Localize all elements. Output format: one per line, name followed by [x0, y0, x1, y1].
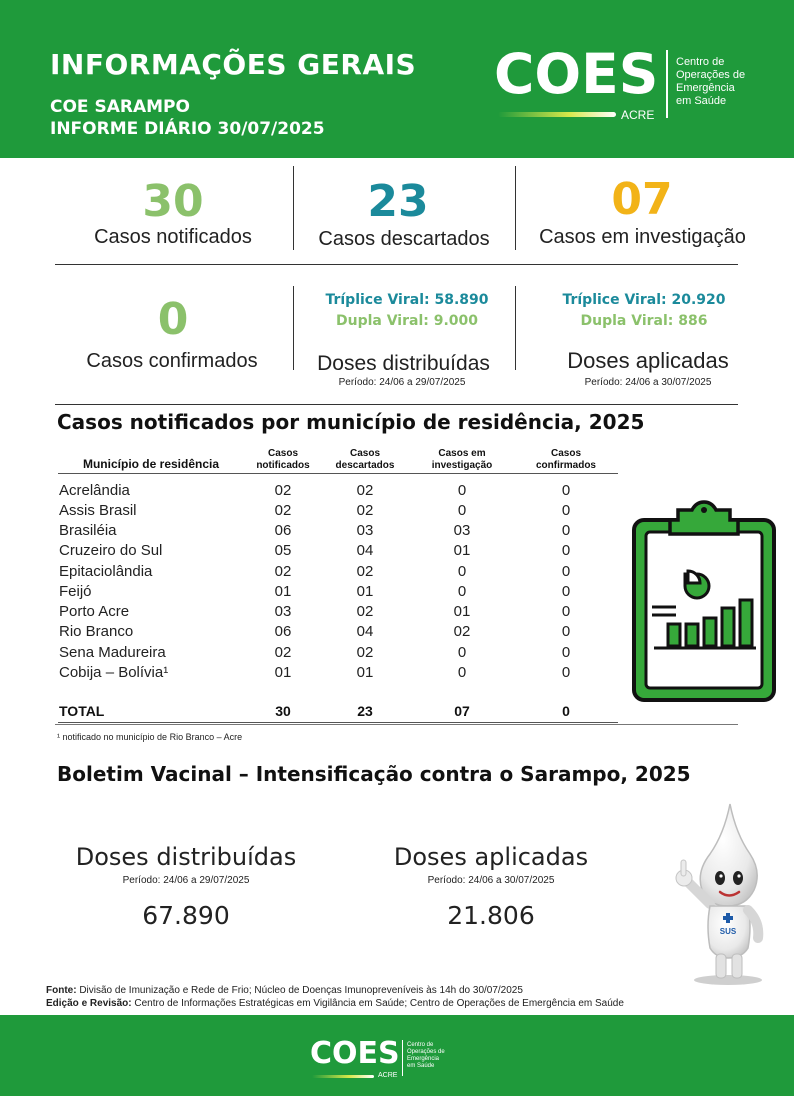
cell-investigating: 0 [457, 583, 467, 600]
applied-summary-period: Período: 24/06 a 30/07/2025 [584, 377, 712, 388]
cell-municipality: Sena Madureira [59, 644, 166, 661]
footer-logo-swoosh [312, 1075, 374, 1078]
table-row [58, 664, 618, 684]
cell-total-label: TOTAL [59, 703, 105, 719]
cell-notified: 02 [274, 563, 292, 580]
cell-total-discarded: 23 [357, 703, 373, 719]
footer-coes-logo [310, 1037, 460, 1083]
cell-investigating: 02 [453, 623, 471, 640]
table-header-rule [58, 473, 618, 474]
divider [55, 404, 738, 405]
table-footnote: ¹ notificado no município de Rio Branco – Acre [57, 732, 243, 742]
cell-investigating: 03 [453, 522, 471, 539]
distributed-triplice: Tríplice Viral: 58.890 [325, 292, 489, 308]
divider [515, 166, 516, 250]
distributed-summary-period: Período: 24/06 a 29/07/2025 [338, 377, 466, 388]
cell-discarded: 02 [356, 563, 374, 580]
source-label: Fonte: [46, 985, 77, 996]
boletim-title: Boletim Vacinal – Intensificação contra o Sarampo, 2025 [57, 762, 691, 786]
distributed-dupla: Dupla Viral: 9.000 [335, 313, 479, 329]
cell-investigating: 0 [457, 664, 467, 681]
cell-notified: 01 [274, 583, 292, 600]
source-text: Divisão de Imunização e Rede de Frio; Núcleo de Doenças Imunopreveníveis às 14h do 30/07/2025 [79, 985, 523, 996]
cell-confirmed: 0 [561, 603, 571, 620]
cell-confirmed: 0 [561, 482, 571, 499]
cell-municipality: Porto Acre [59, 603, 130, 620]
cell-municipality: Assis Brasil [59, 502, 137, 519]
cell-investigating: 01 [453, 603, 471, 620]
logo-separator [666, 50, 668, 118]
footer-logo-acre: ACRE [378, 1072, 398, 1079]
footer-banner [0, 1015, 794, 1096]
boletim-distributed-period: Período: 24/06 a 29/07/2025 [122, 875, 250, 886]
applied-triplice: Tríplice Viral: 20.920 [562, 292, 726, 308]
cell-notified: 05 [274, 542, 292, 559]
cell-confirmed: 0 [561, 644, 571, 661]
table-row [58, 542, 618, 562]
header-banner [0, 0, 794, 158]
col-header-municipality: Município de residência [82, 457, 220, 471]
cell-discarded: 04 [356, 623, 374, 640]
source-line [46, 985, 523, 996]
cell-confirmed: 0 [561, 664, 571, 681]
table-bottom-rule [58, 722, 618, 723]
cell-municipality: Feijó [59, 583, 92, 600]
table-row [58, 583, 618, 603]
cell-discarded: 04 [356, 542, 374, 559]
logo-acre: ACRE [621, 108, 655, 122]
cell-notified: 01 [274, 664, 292, 681]
boletim-distributed-value: 67.890 [142, 901, 230, 930]
investigating-label: Casos em investigação [539, 226, 746, 248]
table-row [58, 644, 618, 664]
applied-dupla: Dupla Viral: 886 [580, 313, 708, 329]
col-header-investigating: Casos em investigação [431, 448, 493, 471]
footer-logo-description: Centro de Operações de Emergência em Saúde [407, 1042, 445, 1070]
col-header-discarded: Casos descartados [335, 448, 395, 471]
cell-discarded: 02 [356, 644, 374, 661]
cell-discarded: 01 [356, 664, 374, 681]
discarded-label: Casos descartados [318, 228, 490, 250]
cell-notified: 06 [274, 623, 292, 640]
cell-discarded: 02 [356, 603, 374, 620]
header-report-date: INFORME DIÁRIO 30/07/2025 [50, 119, 325, 139]
table-bottom-rule-long [55, 724, 738, 725]
logo-word: COES [494, 42, 659, 106]
mascot-badge-text: SUS [719, 927, 737, 936]
cell-confirmed: 0 [561, 583, 571, 600]
cell-discarded: 02 [356, 482, 374, 499]
footer-logo-word: COES [310, 1036, 400, 1071]
footer-logo-separator [402, 1040, 403, 1076]
divider [55, 264, 738, 265]
divider [515, 286, 516, 370]
col-header-notified: Casos notificados [256, 448, 310, 471]
cell-total-investigating: 07 [454, 703, 470, 719]
cell-confirmed: 0 [561, 502, 571, 519]
page-title: INFORMAÇÕES GERAIS [50, 48, 417, 81]
notified-label: Casos notificados [94, 226, 252, 248]
table-title: Casos notificados por município de residência, 2025 [57, 410, 645, 434]
edition-line [46, 998, 624, 1009]
boletim-applied-period: Período: 24/06 a 30/07/2025 [427, 875, 555, 886]
table-row [58, 482, 618, 502]
cell-confirmed: 0 [561, 563, 571, 580]
cell-investigating: 0 [457, 563, 467, 580]
divider [293, 286, 294, 370]
cell-investigating: 0 [457, 644, 467, 661]
col-header-confirmed: Casos confirmados [535, 448, 596, 471]
cell-notified: 02 [274, 502, 292, 519]
cell-municipality: Acrelândia [59, 482, 130, 499]
clipboard-chart-icon [630, 500, 778, 705]
cell-municipality: Rio Branco [59, 623, 134, 640]
confirmed-count: 0 [157, 294, 189, 345]
cell-confirmed: 0 [561, 522, 571, 539]
divider [293, 166, 294, 250]
boletim-applied-value: 21.806 [447, 901, 535, 930]
edition-label: Edição e Revisão: [46, 998, 132, 1009]
discarded-count: 23 [367, 176, 429, 227]
cell-investigating: 0 [457, 482, 467, 499]
cell-investigating: 0 [457, 502, 467, 519]
cell-confirmed: 0 [561, 623, 571, 640]
investigating-count: 07 [611, 174, 673, 225]
boletim-distributed-label: Doses distribuídas [75, 843, 297, 871]
header-subtitle: COE SARAMPO [50, 97, 190, 117]
logo-description: Centro de Operações de Emergência em Saúde [676, 56, 746, 107]
edition-text: Centro de Informações Estratégicas em Vigilância em Saúde; Centro de Operações de Emergência em Saúde [134, 998, 624, 1009]
table-row [58, 623, 618, 643]
table-row [58, 502, 618, 522]
logo-swoosh [498, 112, 616, 117]
cell-municipality: Cruzeiro do Sul [59, 542, 163, 559]
cell-notified: 02 [274, 482, 292, 499]
cell-confirmed: 0 [561, 542, 571, 559]
table-row [58, 563, 618, 583]
cell-notified: 06 [274, 522, 292, 539]
cell-total-confirmed: 0 [562, 703, 570, 719]
notified-count: 30 [142, 176, 204, 227]
distributed-summary-label: Doses distribuídas [317, 352, 490, 375]
cell-notified: 03 [274, 603, 292, 620]
cell-total-notified: 30 [275, 703, 291, 719]
applied-summary-label: Doses aplicadas [567, 348, 729, 373]
cell-municipality: Epitaciolândia [59, 563, 153, 580]
vaccine-drop-mascot-icon [644, 798, 780, 986]
cell-discarded: 03 [356, 522, 374, 539]
table-row [58, 603, 618, 623]
cell-investigating: 01 [453, 542, 471, 559]
table-total-row [58, 703, 618, 723]
cell-notified: 02 [274, 644, 292, 661]
cell-discarded: 01 [356, 583, 374, 600]
boletim-applied-label: Doses aplicadas [393, 843, 589, 871]
coes-logo [494, 44, 764, 124]
confirmed-label: Casos confirmados [86, 350, 258, 372]
cell-discarded: 02 [356, 502, 374, 519]
cell-municipality: Brasiléia [59, 522, 117, 539]
cell-municipality: Cobija – Bolívia¹ [59, 664, 169, 681]
table-row [58, 522, 618, 542]
